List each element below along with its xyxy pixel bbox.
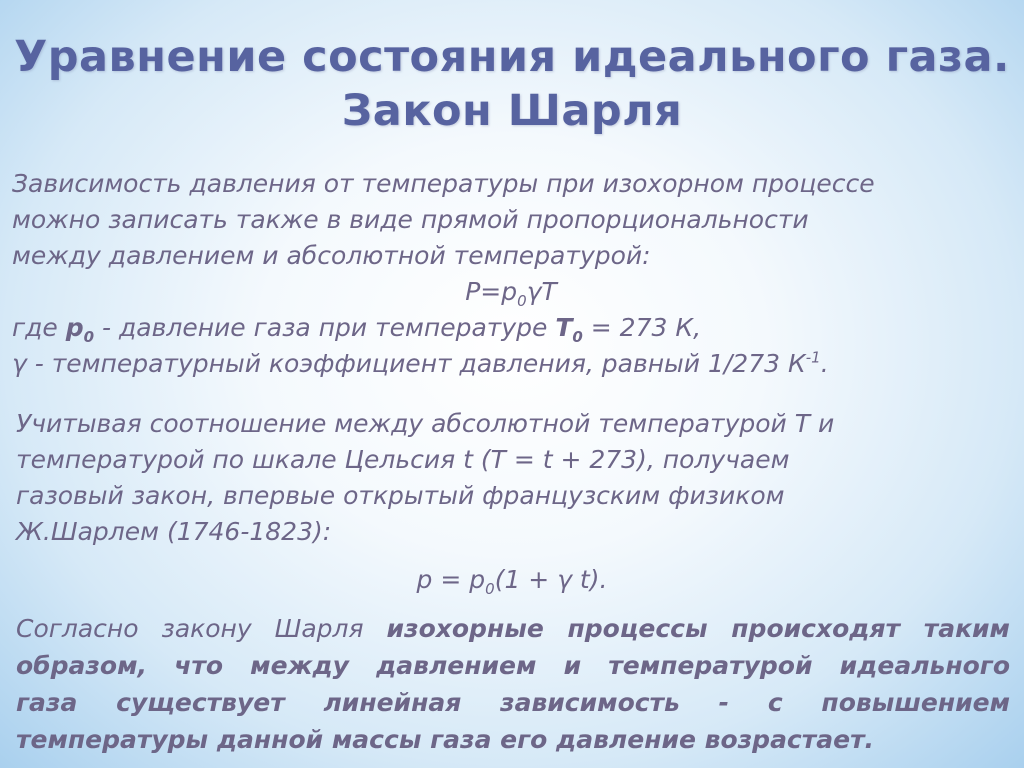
conclusion-line-2	[16, 647, 1010, 684]
conclusion-line-4	[16, 721, 1010, 758]
gamma-end: .	[820, 349, 829, 378]
formula2-sub: 0	[485, 580, 495, 598]
where-T0-sub: 0	[572, 328, 583, 346]
where-line	[12, 310, 1010, 346]
formula2-b: (1 + γ t).	[494, 565, 608, 594]
intro-line-2: можно записать также в виде прямой пропорциональности	[12, 205, 809, 234]
where-suffix: = 273 К,	[582, 313, 702, 342]
formula2-a: p = p	[416, 565, 486, 594]
where-p0-sub: 0	[83, 328, 95, 346]
charles-paragraph	[16, 406, 1010, 550]
charles-line-3: газовый закон, впервые открытый французским физиком	[16, 481, 785, 510]
conclusion-line-3	[16, 684, 1010, 721]
title-line-1: Уравнение состояния идеального газа.	[14, 32, 1010, 82]
charles-line-4: Ж.Шарлем (1746-1823):	[16, 517, 332, 546]
formula-proportional	[12, 274, 1010, 310]
where-middle: - давление газа при температуре	[94, 313, 556, 342]
conclusion-line-1	[16, 610, 1010, 647]
conclusion-bold-1: изохорные процессы происходят таким	[386, 614, 1010, 643]
gamma-text: γ - температурный коэффициент давления, равный 1/273 К	[12, 349, 806, 378]
where-T0: T	[555, 313, 573, 342]
formula-charles	[0, 565, 1024, 598]
charles-line-1: Учитывая соотношение между абсолютной температурой Т и	[16, 409, 835, 438]
slide-title	[0, 30, 1024, 138]
formula-sub: 0	[517, 292, 527, 310]
intro-line-1: Зависимость давления от температуры при изохорном процессе	[12, 169, 875, 198]
conclusion-plain: Согласно закону Шарля	[16, 614, 387, 643]
where-prefix: где	[12, 313, 66, 342]
gamma-sup: -1	[805, 348, 821, 367]
intro-paragraph	[12, 166, 1010, 382]
formula-rest: γT	[526, 277, 557, 306]
conclusion-bold-4: температуры данной массы газа его давление возрастает.	[16, 725, 875, 754]
conclusion-bold-3: газа существует линейная зависимость - с повышением	[16, 688, 1010, 717]
conclusion-bold-2: образом, что между давлением и температурой идеального	[16, 651, 1010, 680]
title-line-2: Закон Шарля	[341, 86, 683, 136]
conclusion-paragraph	[16, 610, 1010, 758]
formula-p: P=p	[465, 277, 518, 306]
where-p0: p	[65, 313, 84, 342]
gamma-line	[12, 346, 1010, 382]
charles-line-2: температурой по шкале Цельсия t (Т = t + 273), получаем	[16, 445, 790, 474]
intro-line-3: между давлением и абсолютной температурой:	[12, 241, 651, 270]
